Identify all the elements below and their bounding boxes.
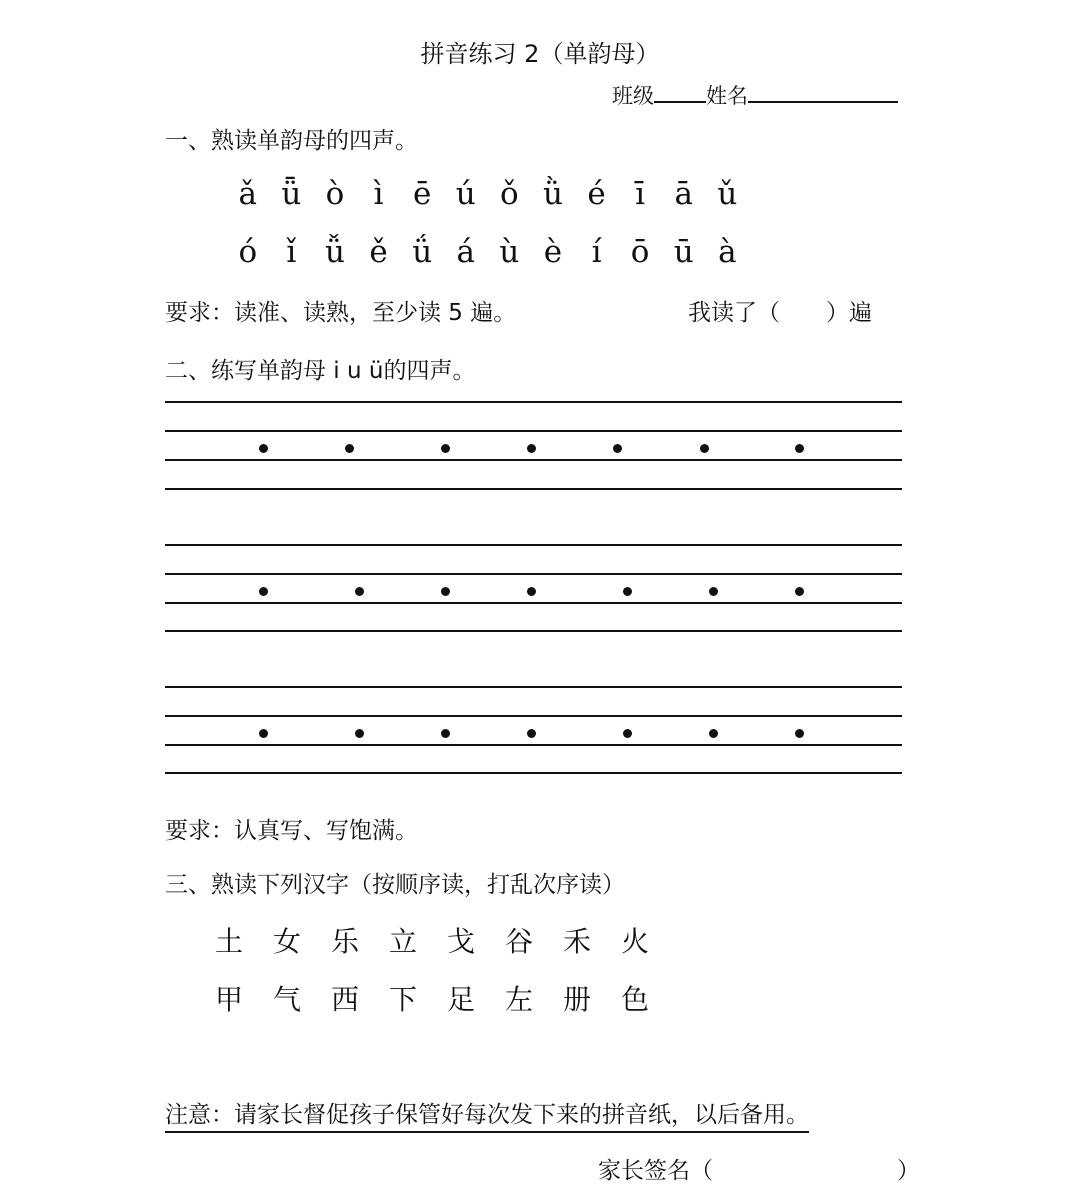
letter-dot [527, 729, 536, 738]
letter-dot [613, 444, 622, 453]
hanzi-row-2 [200, 978, 664, 1018]
letter-dot [709, 729, 718, 738]
letter-dot [623, 729, 632, 738]
pinyin-row-1 [226, 176, 749, 212]
pinyin-item: ō [630, 234, 650, 270]
grid-line [165, 686, 902, 688]
letter-dot [355, 729, 364, 738]
pinyin-row-2 [226, 234, 749, 270]
grid-line [165, 573, 902, 575]
grid-line [165, 401, 902, 403]
section1-heading: 一、熟读单韵母的四声。 [165, 128, 418, 154]
name-label: 姓名 [706, 84, 748, 108]
class-blank[interactable] [654, 83, 706, 103]
letter-dot [795, 729, 804, 738]
hanzi-item: 立 [388, 925, 417, 958]
parent-signature-field[interactable]: 家长签名（ ） [598, 1158, 920, 1184]
hanzi-item: 色 [620, 983, 649, 1016]
pinyin-item: ó [238, 234, 258, 270]
pinyin-item: ē [412, 176, 432, 212]
letter-dot [623, 587, 632, 596]
pinyin-item: ǒ [500, 176, 519, 212]
pinyin-item: à [718, 234, 737, 270]
hanzi-item: 戈 [446, 925, 475, 958]
letter-dot [700, 444, 709, 453]
grid-line [165, 430, 902, 432]
pinyin-item: ī [635, 176, 646, 212]
grid-line [165, 459, 902, 461]
hanzi-item: 册 [562, 983, 591, 1016]
student-info [612, 80, 898, 110]
hanzi-item: 乐 [330, 925, 359, 958]
pinyin-item: ú [455, 176, 476, 212]
read-count-field[interactable]: 我读了（ ）遍 [688, 300, 872, 326]
pinyin-item: ì [373, 176, 384, 212]
grid-line [165, 744, 902, 746]
letter-dot [259, 729, 268, 738]
hanzi-item: 女 [272, 925, 301, 958]
pinyin-item: ǖ [281, 176, 302, 212]
pinyin-item: ā [674, 176, 693, 212]
letter-dot [709, 587, 718, 596]
hanzi-item: 左 [504, 983, 533, 1016]
pinyin-item: è [543, 234, 563, 270]
pinyin-item: ě [369, 234, 388, 270]
grid-line [165, 630, 902, 632]
hanzi-item: 甲 [214, 983, 243, 1016]
grid-line [165, 602, 902, 604]
letter-dot [259, 587, 268, 596]
pinyin-item: ū [673, 234, 694, 270]
letter-dot [795, 587, 804, 596]
letter-dot [795, 444, 804, 453]
name-blank[interactable] [748, 83, 898, 103]
section1-requirement: 要求：读准、读熟，至少读 5 遍。 [165, 300, 517, 326]
grid-line [165, 544, 902, 546]
letter-dot [527, 444, 536, 453]
pinyin-item: ù [499, 234, 520, 270]
letter-dot [345, 444, 354, 453]
pinyin-item: ǜ [542, 176, 563, 212]
hanzi-item: 下 [388, 983, 417, 1016]
hanzi-row-1 [200, 920, 664, 960]
hanzi-item: 足 [446, 983, 475, 1016]
pinyin-item: ǎ [238, 176, 258, 212]
pinyin-item: ǘ [412, 234, 433, 270]
section2-heading: 二、练写单韵母 i u ü的四声。 [165, 358, 476, 384]
section2-requirement: 要求：认真写、写饱满。 [165, 818, 418, 844]
pinyin-item: é [587, 176, 606, 212]
pinyin-item: á [456, 234, 475, 270]
grid-line [165, 715, 902, 717]
letter-dot [441, 587, 450, 596]
pinyin-item: ǐ [286, 234, 297, 270]
pinyin-item: í [591, 234, 602, 270]
hanzi-item: 西 [330, 983, 359, 1016]
grid-line [165, 488, 902, 490]
pinyin-item: ǚ [325, 234, 345, 270]
hanzi-item: 土 [214, 925, 243, 958]
grid-line [165, 772, 902, 774]
section3-heading: 三、熟读下列汉字（按顺序读，打乱次序读） [165, 872, 625, 898]
hanzi-item: 禾 [562, 925, 591, 958]
parent-note: 注意：请家长督促孩子保管好每次发下来的拼音纸，以后备用。 [165, 1096, 809, 1133]
class-label: 班级 [612, 84, 654, 108]
hanzi-item: 气 [272, 983, 301, 1016]
hanzi-item: 谷 [504, 925, 533, 958]
pinyin-item: ò [325, 176, 345, 212]
letter-dot [441, 729, 450, 738]
letter-dot [355, 587, 364, 596]
letter-dot [259, 444, 268, 453]
worksheet-title: 拼音练习 2（单韵母） [420, 40, 660, 68]
letter-dot [441, 444, 450, 453]
hanzi-item: 火 [620, 925, 649, 958]
pinyin-item: ǔ [717, 176, 738, 212]
letter-dot [527, 587, 536, 596]
